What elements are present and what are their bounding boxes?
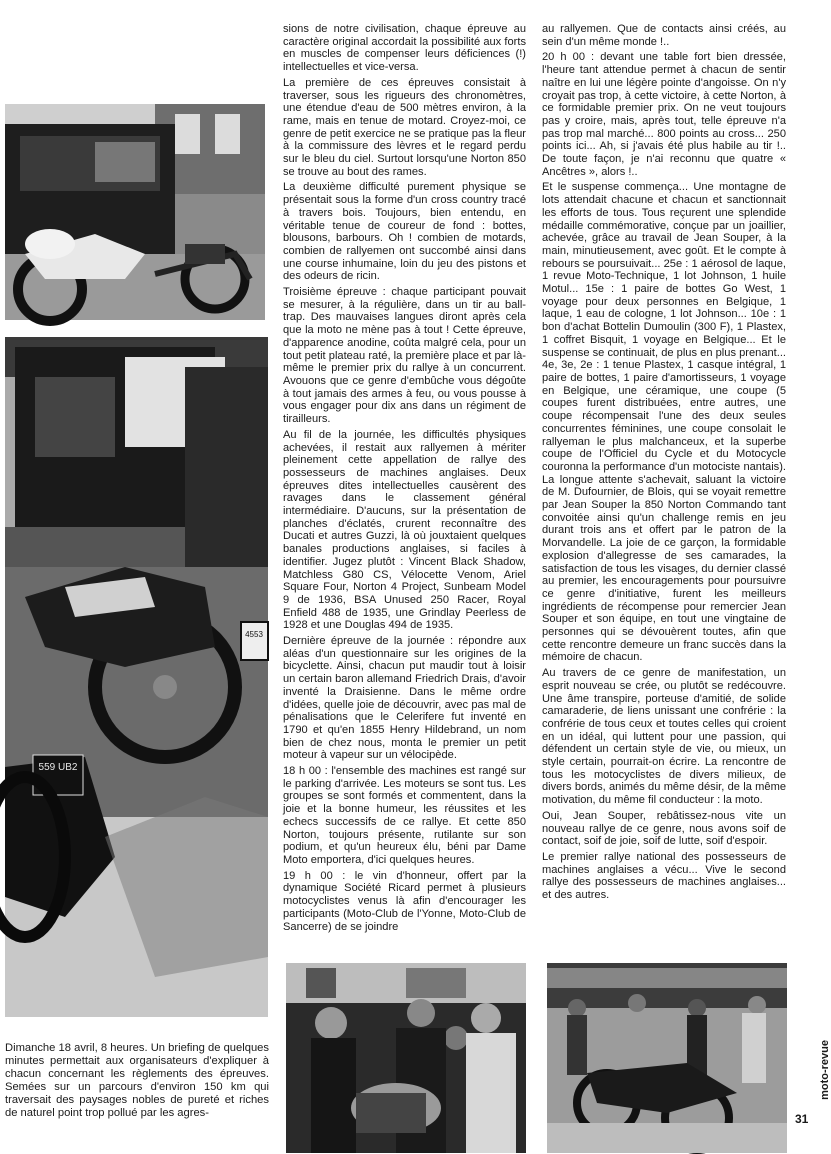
paragraph: La première de ces épreuves consistait à traverser, sous les rigueurs des chronomètres, une étendue d'eau de 500 mètres environ, à la rame, mais en tenue de motard. Croyez-moi, ce genre de petit exercice ne se pratique pas la fleur à la commissure des lèvres et le regard perdu sur le bleu du ciel. Surtout lorsqu'une Norton 850 se trouve au bout des rames. bbox=[283, 76, 526, 178]
plate-1: 4553 bbox=[245, 630, 263, 639]
paragraph: Troisième épreuve : chaque participant pouvait se mesurer, à la régulière, dans un tir au ball-trap. Des mauvaises langues diront après cela que la moto ne mène pas à tout ! Cette épreuve, d'apparence anodine, coûta malgré cela, pour un tout petit plateau raté, la première place et par là-même le premier prix du rallye à un concurrent. Avouons que ce genre d'embûche vous dégoûte à tout jamais des armes à feu, ou vous pousse à vous engager pour dix ans dans un régiment de tirailleurs. bbox=[283, 286, 526, 426]
paragraph: 19 h 00 : le vin d'honneur, offert par la dynamique Société Ricard permet à plusieurs motocyclistes venus là afin d'encourager les participants (Moto-Club de l'Yonne, Moto-Club de Sancerre) de se joindre bbox=[283, 869, 526, 933]
paragraph: Le premier rallye national des possesseurs de machines anglaises a vécu... Vive le second rallye des possesseurs de machines anglaises... et des autres. bbox=[542, 851, 786, 902]
paragraph: au rallyemen. Que de contacts ainsi créés, au sein d'un même monde !.. bbox=[542, 23, 786, 48]
article-column-middle bbox=[283, 23, 526, 936]
photo-motorcycles-parked bbox=[5, 337, 268, 1017]
photo-norton-van bbox=[5, 104, 265, 320]
magazine-name: moto-revue bbox=[819, 1040, 831, 1100]
article-column-right bbox=[542, 23, 786, 905]
paragraph: La deuxième difficulté purement physique se présentait sous la forme d'un cross country tracé à travers bois. Toujours, bien entendu, en véritable tenue de coureur de fond : bottes, blousons, barbours. Oh ! combien de motards, combien de rallyemen ont succombé ainsi dans une course inhumaine, loin du jeu des pistons et des odeurs de ricin. bbox=[283, 181, 526, 283]
photo-crowd-bike bbox=[286, 963, 526, 1153]
page-number: 31 bbox=[795, 1112, 809, 1126]
photo-caption: Dimanche 18 avril, 8 heures. Un briefing de quelques minutes permettait aux organisateurs d'expliquer à chacun concernant les règlements des épreuves. Semées sur un parcours d'environ 150 km qui traversait des paysages nobles de pureté et riches de naturel point trop pollué par les agres- bbox=[5, 1042, 269, 1119]
plate-2: 559 UB2 bbox=[38, 762, 78, 773]
paragraph: 20 h 00 : devant une table fort bien dressée, l'heure tant attendue permet à chacun de sentir naître en lui une légère pointe d'angoisse. On n'y croyait pas trop, à cette victoire, à cette Norton, à ce formidable premier prix. On ne veut toujours pas y croire, mais, après tout, telle épreuve n'a pas trop mal marché... 800 points au cross... 250 points ici... Ah, si j'avais été plus habile au tir !.. De toute façon, je n'ai reconnu que quatre « Ancêtres », alors !.. bbox=[542, 51, 786, 178]
paragraph: Oui, Jean Souper, rebâtissez-nous vite un nouveau rallye de ce genre, nous avons soif de contact, soif de joie, soif de lutte, soif d'espoir. bbox=[542, 809, 786, 848]
paragraph: 18 h 00 : l'ensemble des machines est rangé sur le parking d'arrivée. Les moteurs se sont tus. Les groupes se sont formés et commentent, dans la joie et la bonne humeur, les réussites et les echecs successifs de ce rallye. Et cette 850 Norton, toujours présente, rutilante sur son podium, et qu'un heureux élu, béni par Dame Moto emportera, d'ici quelques heures. bbox=[283, 765, 526, 866]
paragraph: Au travers de ce genre de manifestation, un esprit nouveau se crée, ou plutôt se redécouvre. Une âme transpire, porteuse d'amitié, de solide camaraderie, de liens unissant une confrérie : la confrérie de tous ceux et toutes celles qui croient en un idéal, qui luttent pour une passion, qui défendent un certain style de vie, ou mieux, un style certain, pourrait-on écrire. La rencontre de tous les motocyclistes de divers milieux, de divers bords, animés du même désir, de la même motivation, du même fil conducteur : la moto. bbox=[542, 667, 786, 807]
paragraph: Au fil de la journée, les difficultés physiques achevées, il restait aux rallyemen à mériter pleinement cette appellation de rallye des possesseurs de machines anglaises. Deux épreuves dites intellectuelles causèrent des ravages dans le classement général intermédiaire. D'aucuns, sur la présentation de planches d'éclatés, crurent reconnaître des Ducati et autres Guzzi, là où jouxtaient quelques banales productions anglaises, si faciles à identifier. Jugez plutôt : Vincent Black Shadow, Matchless G80 CS, Vélocette Venom, Ariel Square Four, Norton 4 Project, Sunbeam Model 9 de 1936, BSA Unused 250 Racer, Royal Enfield 488 de 1935, une Grindlay Peerless de 1928 et une Douglas 494 de 1935. bbox=[283, 428, 526, 632]
paragraph: Dernière épreuve de la journée : répondre aux aléas d'un questionnaire sur les origines de la bicyclette. Ainsi, chacun put maudir tout à loisir un certain baron allemand Friedrich Drais, d'avoir inventé la Draisienne. Dans le même ordre d'idées, quelle joie de découvrir, avec pas mal de pénalisations que le Celerifere fut inventé en 1790 et qu'en 1855 Henry Hildebrand, un nom bien de chez nous, monta le premier un petit moteur à vapeur sur un vélocipède. bbox=[283, 635, 526, 762]
photo-bikes-yard bbox=[547, 963, 787, 1153]
paragraph: Et le suspense commença... Une montagne de lots attendait chacune et chacun et sanctionnait les efforts de tous. Tous reçurent une splendide médaille commémorative, conçue par un joaillier, achevée, grâce au travail de Jean Souper, à la main, minutieusement, avec goût. Et le compte à rebours se poursuivait... 25e : 1 aérosol de laque, 1 revue Moto-Technique, 1 lot Johnson, 1 huile Motul... 15e : 1 paire de bottes Go West, 1 voyage pour deux personnes en Belgique, 1 laque, 1 eau de cologne, 1 lot Johnson... 10e : 1 bon d'achat Bottelin Dumoulin (300 F), 1 Plastex, 1 coffret Bisquit, 1 voyage en Belgique... Et le suspense se continuait, de plus en plus prenant... 4e, 3e, 2e : 1 tenue Plastex, 1 casque intégral, 1 paire de bottes, 1 paire d'amortisseurs, 1 voyage en Belgique, une céramique, une coupe (5 coupes furent distribuées, entre autres, une coupe récompensait l'une des deux seules concurrentes féminines, une coupe consolait le rallyeman le plus malchanceux, et la superbe coupe de l'Officiel du Cycle et du Motocycle couronna la performance d'un motociste nantais). La longue attente s'achevait, saluant la victoire de M. Dufournier, de Blois, qui se voyait remettre par Jean Souper la 850 Norton Commando tant convoitée ainsi qu'un challenge remis en jeu durant trois ans et offert par le patron de la Morvandelle. La joie de ce garçon, la formidable explosion d'allegresse de ses camarades, la satisfaction de tous les visages, du dernier classé au premier, les encouragements pour poursuivre ce genre d'initiative, furent les meilleurs ingrédients de récompense pour remercier Jean Souper et son équipe, en tout une vingtaine de personnes qui se dévouèrent toutes, afin que cette rencontre demeure un franc succès dans la mémoire de chacun. bbox=[542, 181, 786, 664]
paragraph: sions de notre civilisation, chaque épreuve au caractère original accordait la possibilité aux forts en muscles de compenser leurs déficiences (!) intellectuelles et vice-versa. bbox=[283, 23, 526, 74]
